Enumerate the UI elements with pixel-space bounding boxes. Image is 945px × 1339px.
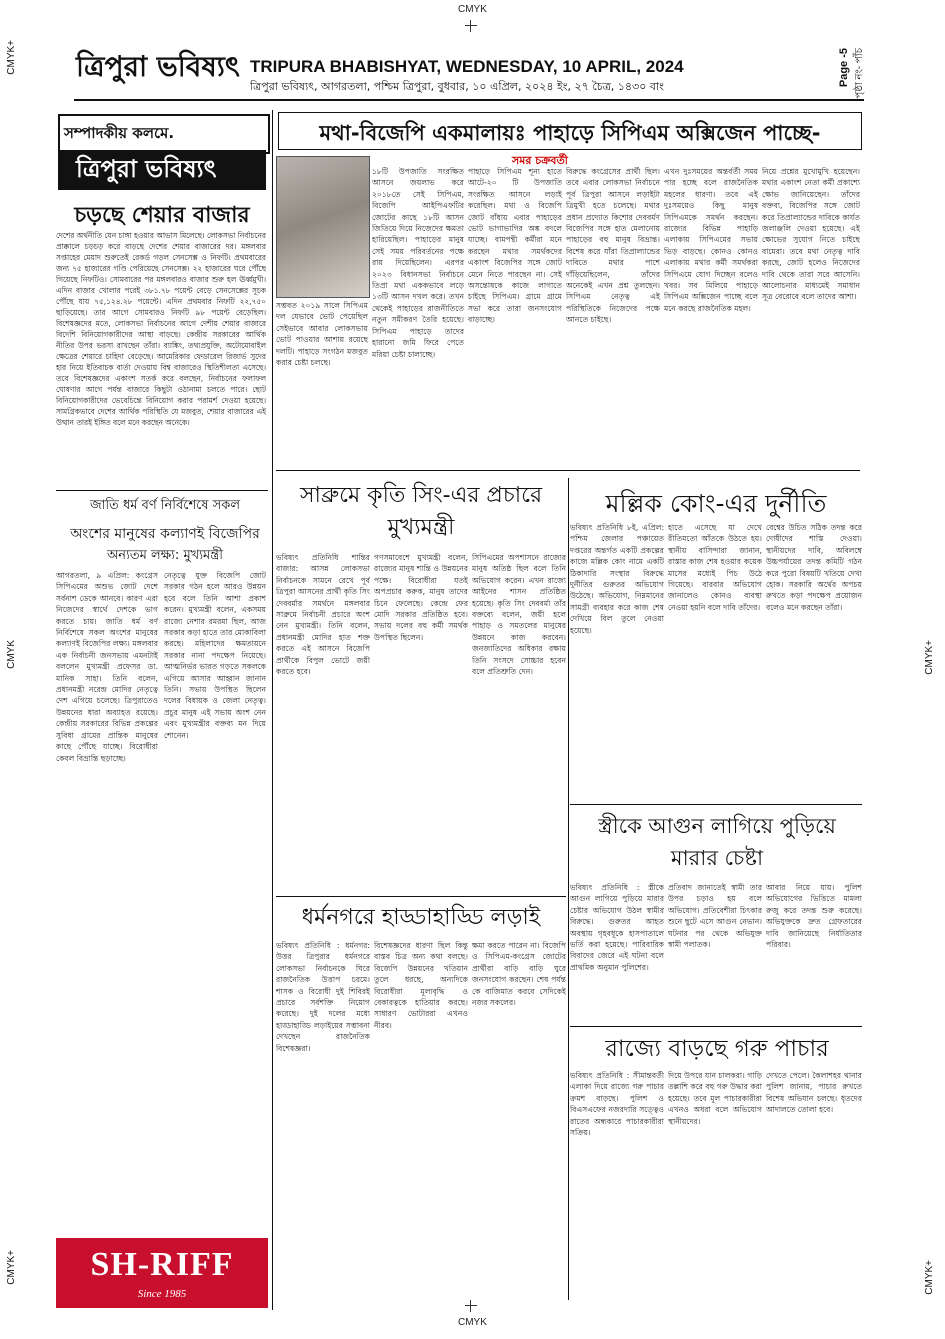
cmyk-bottom-mark: CMYK [458,1317,487,1328]
kriti-column-2: গণসমাবেশে মুখ্যমন্ত্রী বলেন, রাজ্যের মানুষ শান্তি ও উন্নয়নের পক্ষে। বিরোধীরা যতই অপপ্রচার করুক, মানুষ তাদের চিনে ফেলেছে। কেন্দ্রে ফের মোদি সরকার প্রতিষ্ঠিত হবে। সভায় দলের বহু কর্মী সমর্থক উপস্থিত ছিলেন। [374,553,468,642]
cmyk-top-mark: CMYK [458,4,487,15]
masthead-title: ত্রিপুরা ভবিষ্যৎ [76,50,240,83]
registration-cross-top [465,20,477,32]
mallik-column-1: ভবিষ্যৎ প্রতিনিধি ৮ই, এপ্রিল: পশ্চিম জেলার পঞ্চায়েত দপ্তরের অন্তর্গত একটি প্রকল্পের কাজে মল্লিক কোং নামে একটি ঠিকাদারি সংস্থার বিরুদ্ধে দুর্নীতির গুরুতর অভিযোগ উঠেছে। অভিযোগ, নিম্নমানের সামগ্রী ব্যবহার করে কাজ শেষ দেখিয়ে বিল তুলে নেওয়া হয়েছে। [570,523,664,635]
lead-headline: মথা-বিজেপি একমালায়ঃ পাহাড়ে সিপিএম অক্সিজেন পাচ্ছে- [319,121,821,145]
mallik-column-3: বেশ্বের উচিত সঠিক তদন্ত করে দোষীদের শাস্তি দেওয়া। স্থানীয়দের দাবি, অবিলম্বে উচ্চপর্যায়ের তদন্ত কমিটি গঠন করে পুরো বিষয়টি খতিয়ে দেখা হোক। সরকারি অর্থের অপচয় রুখতে কড়া পদক্ষেপ প্রয়োজন বলেও মনে করছেন তাঁরা। [766,523,862,612]
lead-column-4: এখন দুঃসময়ের অন্তর্বর্তী সময় পার হচ্ছে বলে রাজনৈতিক মহলের ধারণা। তবে এই দুঃসময়েও কিছু মানুষ সিপিএমকে সমর্থন করছেন। রাজ্যের বিভিন্ন পাহাড়ি এলাকায় সিপিএমের সভায় ভিড় বাড়ছে। কোনও কোনও এলাকায় মথার কর্মী সমর্থকরা সিপিএমে যোগ দিচ্ছেন বলেও খবর। সব মিলিয়ে পাহাড়ে সিপিএম অক্সিজেন পাচ্ছে বলে মনে করছে রাজনৈতিক মহল। [664,167,758,313]
ad-tagline: Since 1985 [137,1288,187,1300]
cmyk-right-mid-mark: CMYK+ [924,640,935,675]
kriti-column-3: সিপিএমের অপশাসনে রাজ্যের মানুষ অতিষ্ঠ ছিল বলে তিনি অভিযোগ করেন। এখন রাজ্যে আইনের শাসন প্রতিষ্ঠিত হয়েছে। কৃতি সিং দেববর্মা তাঁর বক্তব্যে বলেন, জয়ী হলে পাহাড় ও সমতলের মানুষের উন্নয়নে কাজ করবেন। জনজাতিদের অধিকার রক্ষায় তিনি সংসদে সোচ্চার হবেন বলে প্রতিশ্রুতি দেন। [472,553,566,677]
fire-column-3: আবার নিয়ে যায়। পুলিশ অভিযোগের ভিত্তিতে মামলা রুজু করে তদন্ত শুরু করেছে। অভিযুক্তকে দ্রুত গ্রেফতারের দাবি জানিয়েছে নির্যাতিতার পরিবার। [766,883,862,950]
cattle-column-2: দিয়ে উপরে যান চালকরা। গাড়ি তল্লাশি করে বহু গরু উদ্ধার করা হয়েছে। তবে মূল পাচারকারীরা এখনও অধরা বলে অভিযোগ স্থানীয়দের। [668,1071,762,1126]
cmyk-left-top-mark: CMYK+ [6,40,17,75]
cmyk-right-bottom-mark: CMYK+ [924,1260,935,1295]
fire-column-2: প্রতিবাদ জানাতেই স্বামী তার উপর চড়াও হয় বলে অভিযোগ। প্রতিবেশীরা চিৎকার শুনে ছুটে এসে আগুন নেভান। ঘটনার পর থেকে অভিযুক্ত স্বামী পলাতক। [668,883,762,950]
bjp-headline-main: অংশের মানুষের কল্যাণই বিজেপির [70,526,260,542]
masthead-english-dateline: TRIPURA BHABISHYAT, WEDNESDAY, 10 APRIL, 2024 [250,57,684,76]
sheriff-ad [56,1238,268,1308]
editorial-paper-name-bar [58,150,266,190]
fire-headline: স্ত্রীকে আগুন লাগিয়ে পুড়িয়ে মারার চেষ্টা [598,814,836,870]
kriti-headline: সাব্রুমে কৃতি সিং-এর প্রচারে মুখ্যমন্ত্রী [299,483,543,540]
masthead-rule [74,99,864,101]
masthead-subtitle: ত্রিপুরা ভবিষ্যৎ, আগরতলা, পশ্চিম ত্রিপুরা, বুধবার, ১০ এপ্রিল, ২০২৪ ইং, ২৭ চৈত্র, ১৪৩০ বাং [250,80,664,93]
editorial-body: দেশের অর্থনীতি যেন চাঙ্গা হওয়ার আভাস মিলেছে। লোকসভা নির্বাচনের প্রাক্কালে চড়চড় করে বাড়ছে দেশের শেয়ার বাজারের দর। মঙ্গলবার সপ্তাহের মেয়াদ শুরুতেই রেকর্ড গড়ল সেনসেক্স ও নিফটি। প্রথমবারের জন্য ৭৫ হাজারের গণ্ডি পেরিয়েছে সেনসেক্স। ২২ হাজারের ঘরে পৌঁছে গিয়েছে নিফটিও। সোমবারের পর মঙ্গলবারও বাজার শুরু হল ঊর্ধ্বমুখী। এদিন বাজার খোলার পরেই ৩৮১.৭৮ পয়েন্ট বেড়ে সেনসেক্সের সূচক পৌঁছে যায় ৭৫,১২৪.২৮ পয়েন্টে। এদিন প্রথমবার নিফটি ২২,৭৫০ ছাড়িয়েছে। তার আগে সোমবারও নিফটি ৯৮ পয়েন্ট বেড়েছিল। বিশেষজ্ঞদের মতে, লোকসভা নির্বাচনের আগে দেশীয় শেয়ার বাজারে বিদেশি বিনিয়োগকারীদের আস্থা বাড়ছে। কেন্দ্রীয় সরকারের আর্থিক নীতির উপর ভরসা রাখছেন তাঁরা। ব্যাঙ্কিং, তথ্যপ্রযুক্তি, অটোমোবাইল ক্ষেত্রের শেয়ারে চাহিদা বেড়েছে। আমেরিকার ফেডারেল রিজার্ভ সুদের হার নিয়ে ইতিবাচক বার্তা দেওয়ায় বিশ্ব বাজারেও স্থিতিশীলতা এসেছে। তবে বিশেষজ্ঞদের একাংশ সতর্ক করে বলছেন, নির্বাচনের ফলাফল ঘোষণার আগে পর্যন্ত বাজারে কিছুটা ওঠানামা চলতে পারে। ছোট বিনিয়োগকারীদের ভেবেচিন্তে বিনিয়োগ করার পরামর্শ দেওয়া হয়েছে। সামগ্রিকভাবে দেশের আর্থিক পরিস্থিতি যে মজবুত, শেয়ার বাজারের এই উত্থান তারই ইঙ্গিত বলে মনে করছেন অনেকে। [56,231,266,427]
mallik-column-2: হাতে এসেছে যা দেখে রীতিমতো আঁতকে উঠতে হয়। স্থানীয় বাসিন্দারা জানান, রাস্তার কাজ শেষ হওয়ার কয়েক মাসের মধ্যেই পিচ উঠে গিয়েছে। বারবার অভিযোগ জানালেও কোনও ব্যবস্থা নেওয়া হয়নি বলে দাবি তাঁদের। [668,523,762,612]
rule-above-dharmanagar [276,896,566,897]
editorial-label-box [58,114,270,154]
editorial-paper-name: ত্রিপুরা ভবিষ্যৎ [76,154,217,183]
bjp-column-1: আগরতলা, ৯ এপ্রিল: কংগ্রেস সিপিএমের অশুভ জোট দেশে সর্বনাশ ডেকে আনবে। কারণ এরা নিজেদের স্বার্থে দেশকে ভাগ করতে চায়। জাতি ধর্ম বর্ণ নির্বিশেষে সকল অংশের মানুষের কল্যাণই বিজেপির লক্ষ্য। মঙ্গলবার এক নির্বাচনী জনসভায় এমনটাই বললেন মুখ্যমন্ত্রী প্রফেসর ডা. মানিক সাহা। তিনি বলেন, প্রধানমন্ত্রী নরেন্দ্র মোদির নেতৃত্বে দেশ এগিয়ে চলেছে। ত্রিপুরাতেও উন্নয়নের ধারা অব্যাহত রয়েছে। কেন্দ্রীয় সরকারের বিভিন্ন প্রকল্পের সুবিধা গ্রামের প্রান্তিক মানুষের কাছে পৌঁছে যাচ্ছে। বিরোধীরা কেবল বিভ্রান্তি ছড়াচ্ছে। [56,571,158,763]
column-rule-left [272,110,273,1310]
lead-byline: সমর চক্রবর্তী [512,154,568,167]
fire-column-1: ভবিষ্যৎ প্রতিনিধি : স্ত্রীকে আগুন লাগিয়ে পুড়িয়ে মারার চেষ্টার অভিযোগ উঠল স্বামীর বিরুদ্ধে। গুরুতর আহত অবস্থায় গৃহবধূকে হাসপাতালে ভর্তি করা হয়েছে। পারিবারিক বিবাদের জেরে এই ঘটনা বলে প্রাথমিক অনুমান পুলিশের। [570,883,664,972]
dharmanagar-headline: ধর্মনগরে হাড্ডাহাড্ডি লড়াই [301,905,541,930]
cattle-column-1: ভবিষ্যৎ প্রতিনিধি : সীমান্তবর্তী এলাকা দিয়ে রাজ্যে গরু পাচার ক্রমশ বাড়ছে। পুলিশ ও বিএসএফের নজরদারি সত্ত্বেও রাতের অন্ধকারে পাচারকারীরা সক্রিয়। [570,1071,664,1138]
lead-photo-caption: সম্ভবত ২০১৯ সালে সিপিএম দল যেভাবে ভোট পেয়েছিল সেইভাবে আবার লোকসভায় ভোট পাওয়ার আশায় রয়েছে দলটি। পাহাড়ে সংগঠন মজবুত করার চেষ্টা চলছে। [276,301,368,368]
dharmanagar-column-1: ভবিষ্যৎ প্রতিনিধি : ধর্মনগর: উত্তর ত্রিপুরার ধর্মনগরে লোকসভা নির্বাচনকে ঘিরে রাজনৈতিক উত্তাপ চরমে। শাসক ও বিরোধী দুই শিবিরই প্রচারে সর্বশক্তি নিয়োগ করেছে। দুই দলের মধ্যে হাড্ডাহাড্ডি লড়াইয়ের সম্ভাবনা দেখছেন রাজনৈতিক বিশেষজ্ঞরা। [276,941,370,1053]
page-number: Page -5 [838,48,850,88]
editorial-bottom-rule [56,490,268,491]
cmyk-left-mid-mark: CMYK [6,640,17,669]
cattle-headline: রাজ্যে বাড়ছে গরু পাচার [605,1036,829,1062]
kriti-column-1: ভবিষ্যৎ প্রতিনিধি শান্তির বাজার: আসন্ন লোকসভা নির্বাচনকে সামনে রেখে পূর্ব ত্রিপুরা আসনের প্রার্থী কৃতি সিং দেববর্মার সমর্থনে মঙ্গলবার সাব্রুমে নির্বাচনী প্রচারে অংশ নেন মুখ্যমন্ত্রী। তিনি বলেন, প্রধানমন্ত্রী মোদির হাত শক্ত করতে এই আসনে বিজেপি প্রার্থীকে বিপুল ভোটে জয়ী করতে হবে। [276,553,370,677]
lead-column-3: বিরুদ্ধে কংগ্রেসের প্রার্থী ছিল। তবে এবার লোকসভা নির্বাচনে পূর্ব ত্রিপুরা আসনে লড়াইটা ত্রিমুখী হতে চলেছে। মথার প্রধান প্রদ্যোত কিশোর দেববর্মণ বিজেপির সঙ্গে হাত মেলানোয় পাহাড়ের বহু মানুষ বিভ্রান্ত। বিশেষ করে যাঁরা তিপ্রাল্যান্ডের দাবিতে মথার পাশে দাঁড়িয়েছিলেন, তাঁদের অনেকেই এখন প্রশ্ন তুলছেন। সিপিএম নেতৃত্ব এই পরিস্থিতিকে নিজেদের পক্ষে আনতে চাইছে। [566,167,660,325]
column-rule-center [568,478,569,1300]
bjp-headline-top: জাতি ধর্ম বর্ণ নির্বিশেষে সকল [89,498,241,513]
rule-above-cattle [570,1026,862,1027]
lead-column-1: ১৮টি উপজাতি সংরক্ষিত আসনে জয়লাভ করে ২০১৮তে সেই সিপিএম, বিজেপি আইপিএফটির জোটের কাছে ১৮টি আসন জিতিয়ে দিয়ে নিজেদের ক্ষমতা হারিয়েছিল। পাহাড়ের মানুষ সেই সময় পরিবর্তনের পক্ষে রায় দিয়েছিলেন। এরপর ২০২৩ বিধানসভা নির্বাচনে তিপ্রা মথা এককভাবে লড়ে ১৩টি আসন দখল করে। তখন থেকেই পাহাড়ের রাজনীতিতে নতুন সমীকরণ তৈরি হয়েছে। সিপিএম পাহাড়ে তাদের হারানো জমি ফিরে পেতে মরিয়া চেষ্টা চালাচ্ছে। [372,167,464,359]
rule-above-fire [570,804,862,805]
dharmanagar-column-2: বিশেষজ্ঞদের ধারণা ছিল কিন্তু বাস্তব চিত্র অন্য কথা বলছে। বিজেপি উন্নয়নের খতিয়ান তুলে ধরছে, অন্যদিকে বিরোধীরা মূল্যবৃদ্ধি ও বেকারত্বকে হাতিয়ার করছে। সাধারণ ভোটাররা এখনও নীরব। [374,941,468,1030]
lead-column-5: নিয়ে প্রশ্নের মুখোমুখি হয়েছেন। মথার একাংশ নেতা কর্মী প্রকাশ্যে ক্ষোভ জানিয়েছেন। তাঁদের বক্তব্য, বিজেপির সঙ্গে জোট করে তিপ্রাল্যান্ডের দাবিকে কার্যত জলাঞ্জলি দেওয়া হয়েছে। এই ক্ষোভের সুযোগ নিতে চাইছে বামেরা। তবে মথা নেতৃত্ব দাবি করছে, জোট হলেও নিজেদের দাবি থেকে তারা সরে আসেনি। আলোচনার মাধ্যমেই সমাধান সূত্র বেরোবে বলে তাদের আশা। [762,167,860,302]
lead-headline-box [278,112,862,150]
ad-brand: SH-RIFF [90,1246,234,1283]
lead-photo [276,156,370,298]
bjp-column-2: নেতৃত্বে যুক্ত বিজেপি জোট সরকার গঠন হলে আরও উন্নয়ন হবে বলে তিনি আশা প্রকাশ করেন। মুখ্যমন্ত্রী বলেন, একসময় রাজ্যে নেশার রমরমা ছিল, আজ সরকার কড়া হাতে তার মোকাবিলা করছে। মহিলাদের ক্ষমতায়নে সরকার নানা পদক্ষেপ নিয়েছে। আত্মনির্ভর ভারত গড়তে সকলকে এগিয়ে আসার আহ্বান জানান তিনি। সভায় উপস্থিত ছিলেন দলের বিধায়ক ও জেলা নেতৃত্ব। প্রচুর মানুষ এই সভায় অংশ নেন এবং মুখ্যমন্ত্রীর বক্তব্য মন দিয়ে শোনেন। [164,571,266,740]
cattle-column-3: দেখতে পেলে। কৈলাশহর থানার পুলিশ জানায়, পাচার রুখতে বিশেষ অভিযান চলছে। ধৃতদের আদালতে তোলা হবে। [766,1071,862,1115]
dharmanagar-column-3: ক্ষমা করতে পারেন না। বিজেপি ও সিপিএম-কংগ্রেস জোটের প্রার্থীরা বাড়ি বাড়ি ঘুরে জনসংযোগ করছেন। শেষ পর্যন্ত কে বাজিমাত করবে সেদিকেই নজর সকলের। [472,941,566,1008]
editorial-headline: চড়ছে শেয়ার বাজার [74,203,250,228]
cmyk-left-bottom-mark: CMYK+ [6,1250,17,1285]
bjp-headline-sub: অন্যতম লক্ষ্য: মুখ্যমন্ত্রী [107,548,223,563]
mallik-headline: মল্লিক কোং-এর দুর্নীতি [605,489,827,518]
registration-cross-bottom [465,1300,477,1312]
lead-column-2: পাহাড়ে সিপিএম শূন্য হাতে আটে-২০ টি উপজাতি সংরক্ষিত আসনে লড়াই করেছিল। মথা ও বিজেপি জোট বাঁধায় এবার পাহাড়ের ভোট ভাগাভাগির অঙ্ক বদলে যাচ্ছে। বামপন্থী কর্মীরা মনে করছেন মথার সমর্থকদের একাংশ বিজেপির সঙ্গে জোট মেনে নিতে পারছেন না। সেই অসন্তোষকে কাজে লাগাতে চাইছে সিপিএম। গ্রামে গ্রামে সভা করে তারা জনসংযোগ বাড়াচ্ছে। [468,167,562,325]
page-number-bengali: পৃষ্ঠা নং- পাঁচ [854,48,865,99]
editorial-label: সম্পাদকীয় কলমে. [64,124,175,142]
lead-bottom-rule [276,470,860,471]
